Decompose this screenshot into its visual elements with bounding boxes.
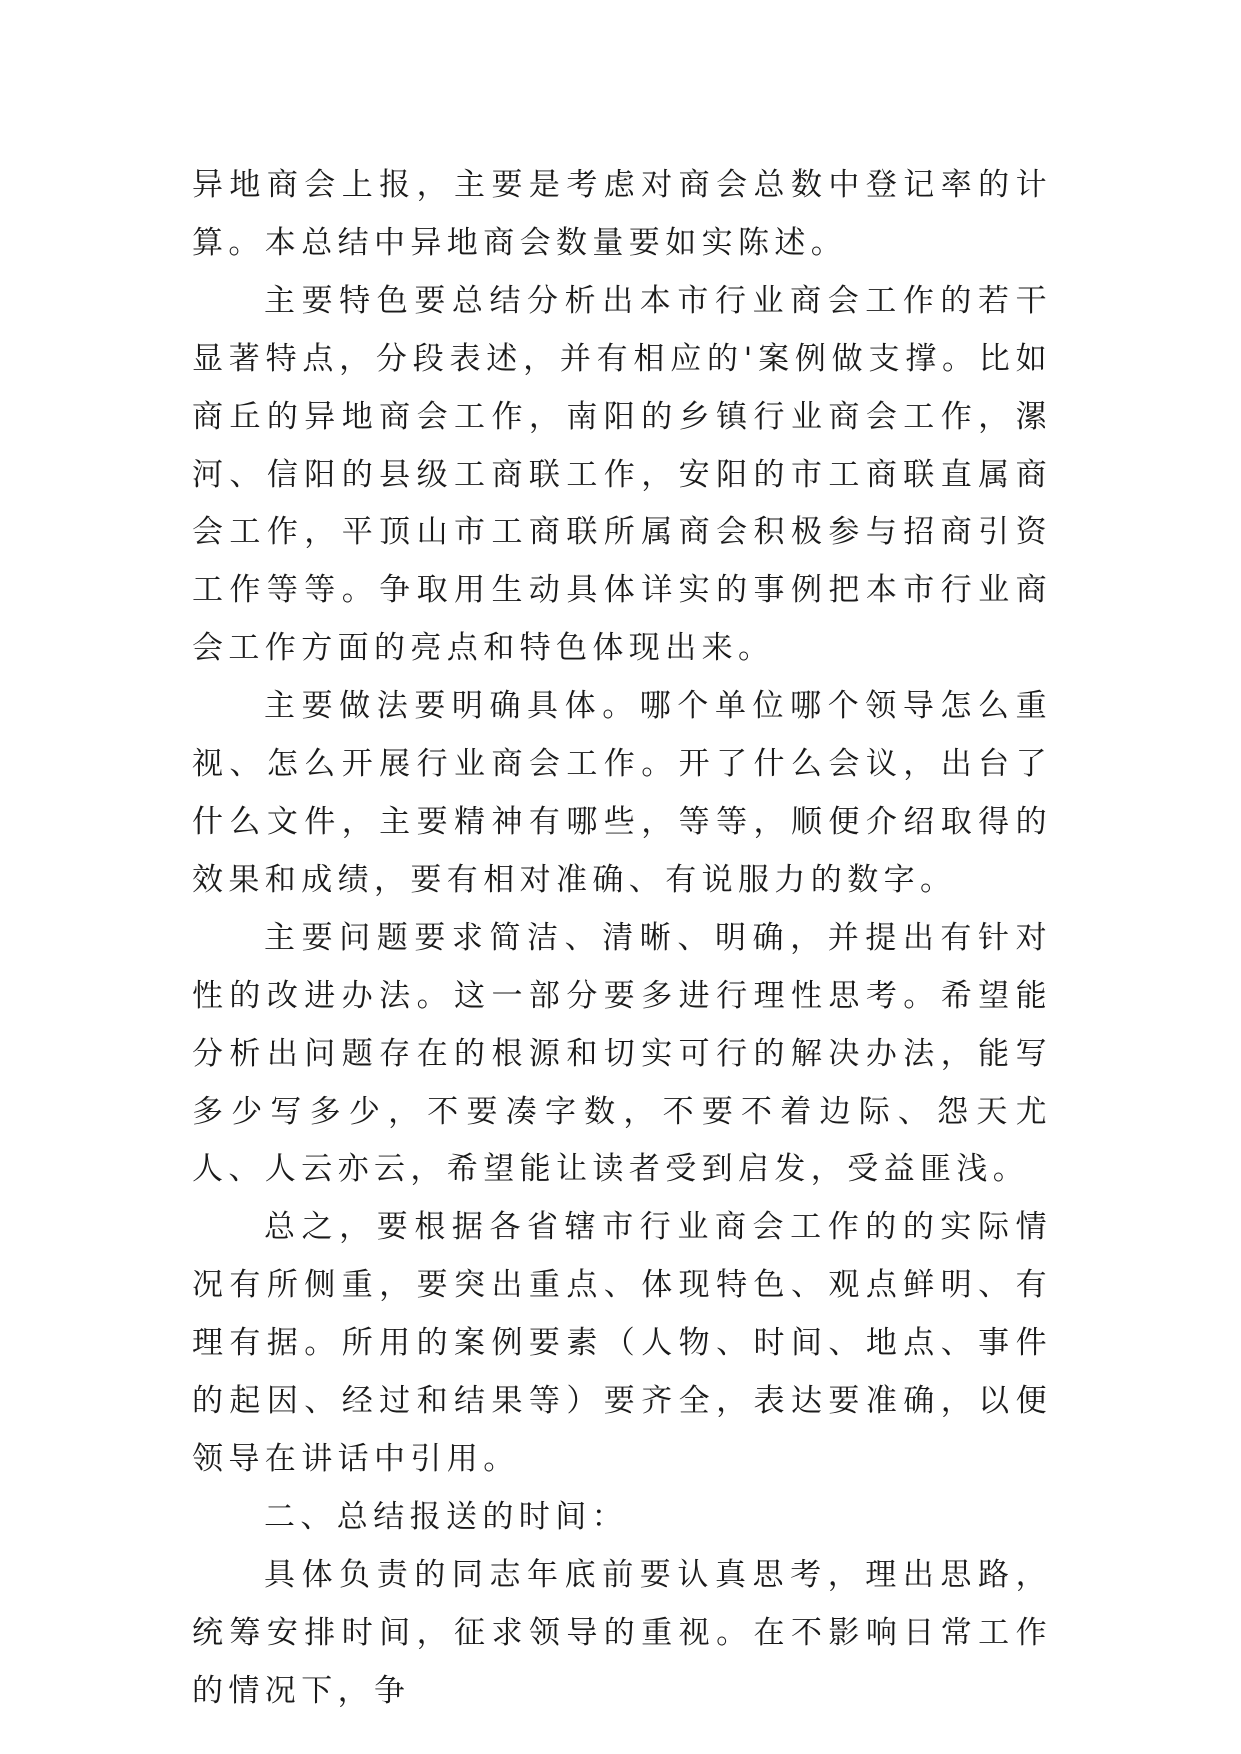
paragraph-4: 主要问题要求简洁、清晰、明确，并提出有针对性的改进办法。这一部分要多进行理性思考。希望能分析出问题存在的根源和切实可行的解决办法，能写多少写多少，不要凑字数，不要不着边际、怨天尤人、人云亦云，希望能让读者受到启发，受益匪浅。 — [192, 919, 1052, 1188]
paragraph-1: 异地商会上报，主要是考虑对商会总数中登记率的计算。本总结中异地商会数量要如实陈述。 — [192, 167, 1052, 261]
paragraph-7: 具体负责的同志年底前要认真思考，理出思路，统筹安排时间，征求领导的重视。在不影响日常工作的情况下，争 — [192, 1556, 1052, 1709]
section-heading: 二、总结报送的时间： — [264, 1498, 628, 1535]
paragraph-5: 总之，要根据各省辖市行业商会工作的的实际情况有所侧重，要突出重点、体现特色、观点鲜明、有理有据。所用的案例要素（人物、时间、地点、事件的起因、经过和结果等）要齐全，表达要准确，以便领导在讲话中引用。 — [192, 1209, 1052, 1477]
paragraph-3: 主要做法要明确具体。哪个单位哪个领导怎么重视、怎么开展行业商会工作。开了什么会议，出台了什么文件，主要精神有哪些，等等，顺便介绍取得的效果和成绩，要有相对准确、有说服力的数字。 — [192, 688, 1052, 898]
document-body — [192, 157, 1052, 1720]
paragraph-2: 主要特色要总结分析出本市行业商会工作的若干显著特点，分段表述，并有相应的'案例做支撑。比如商丘的异地商会工作，南阳的乡镇行业商会工作，漯河、信阳的县级工商联工作，安阳的市工商联直属商会工作，平顶山市工商联所属商会积极参与招商引资工作等等。争取用生动具体详实的事例把本市行业商会工作方面的亮点和特色体现出来。 — [192, 282, 1052, 667]
